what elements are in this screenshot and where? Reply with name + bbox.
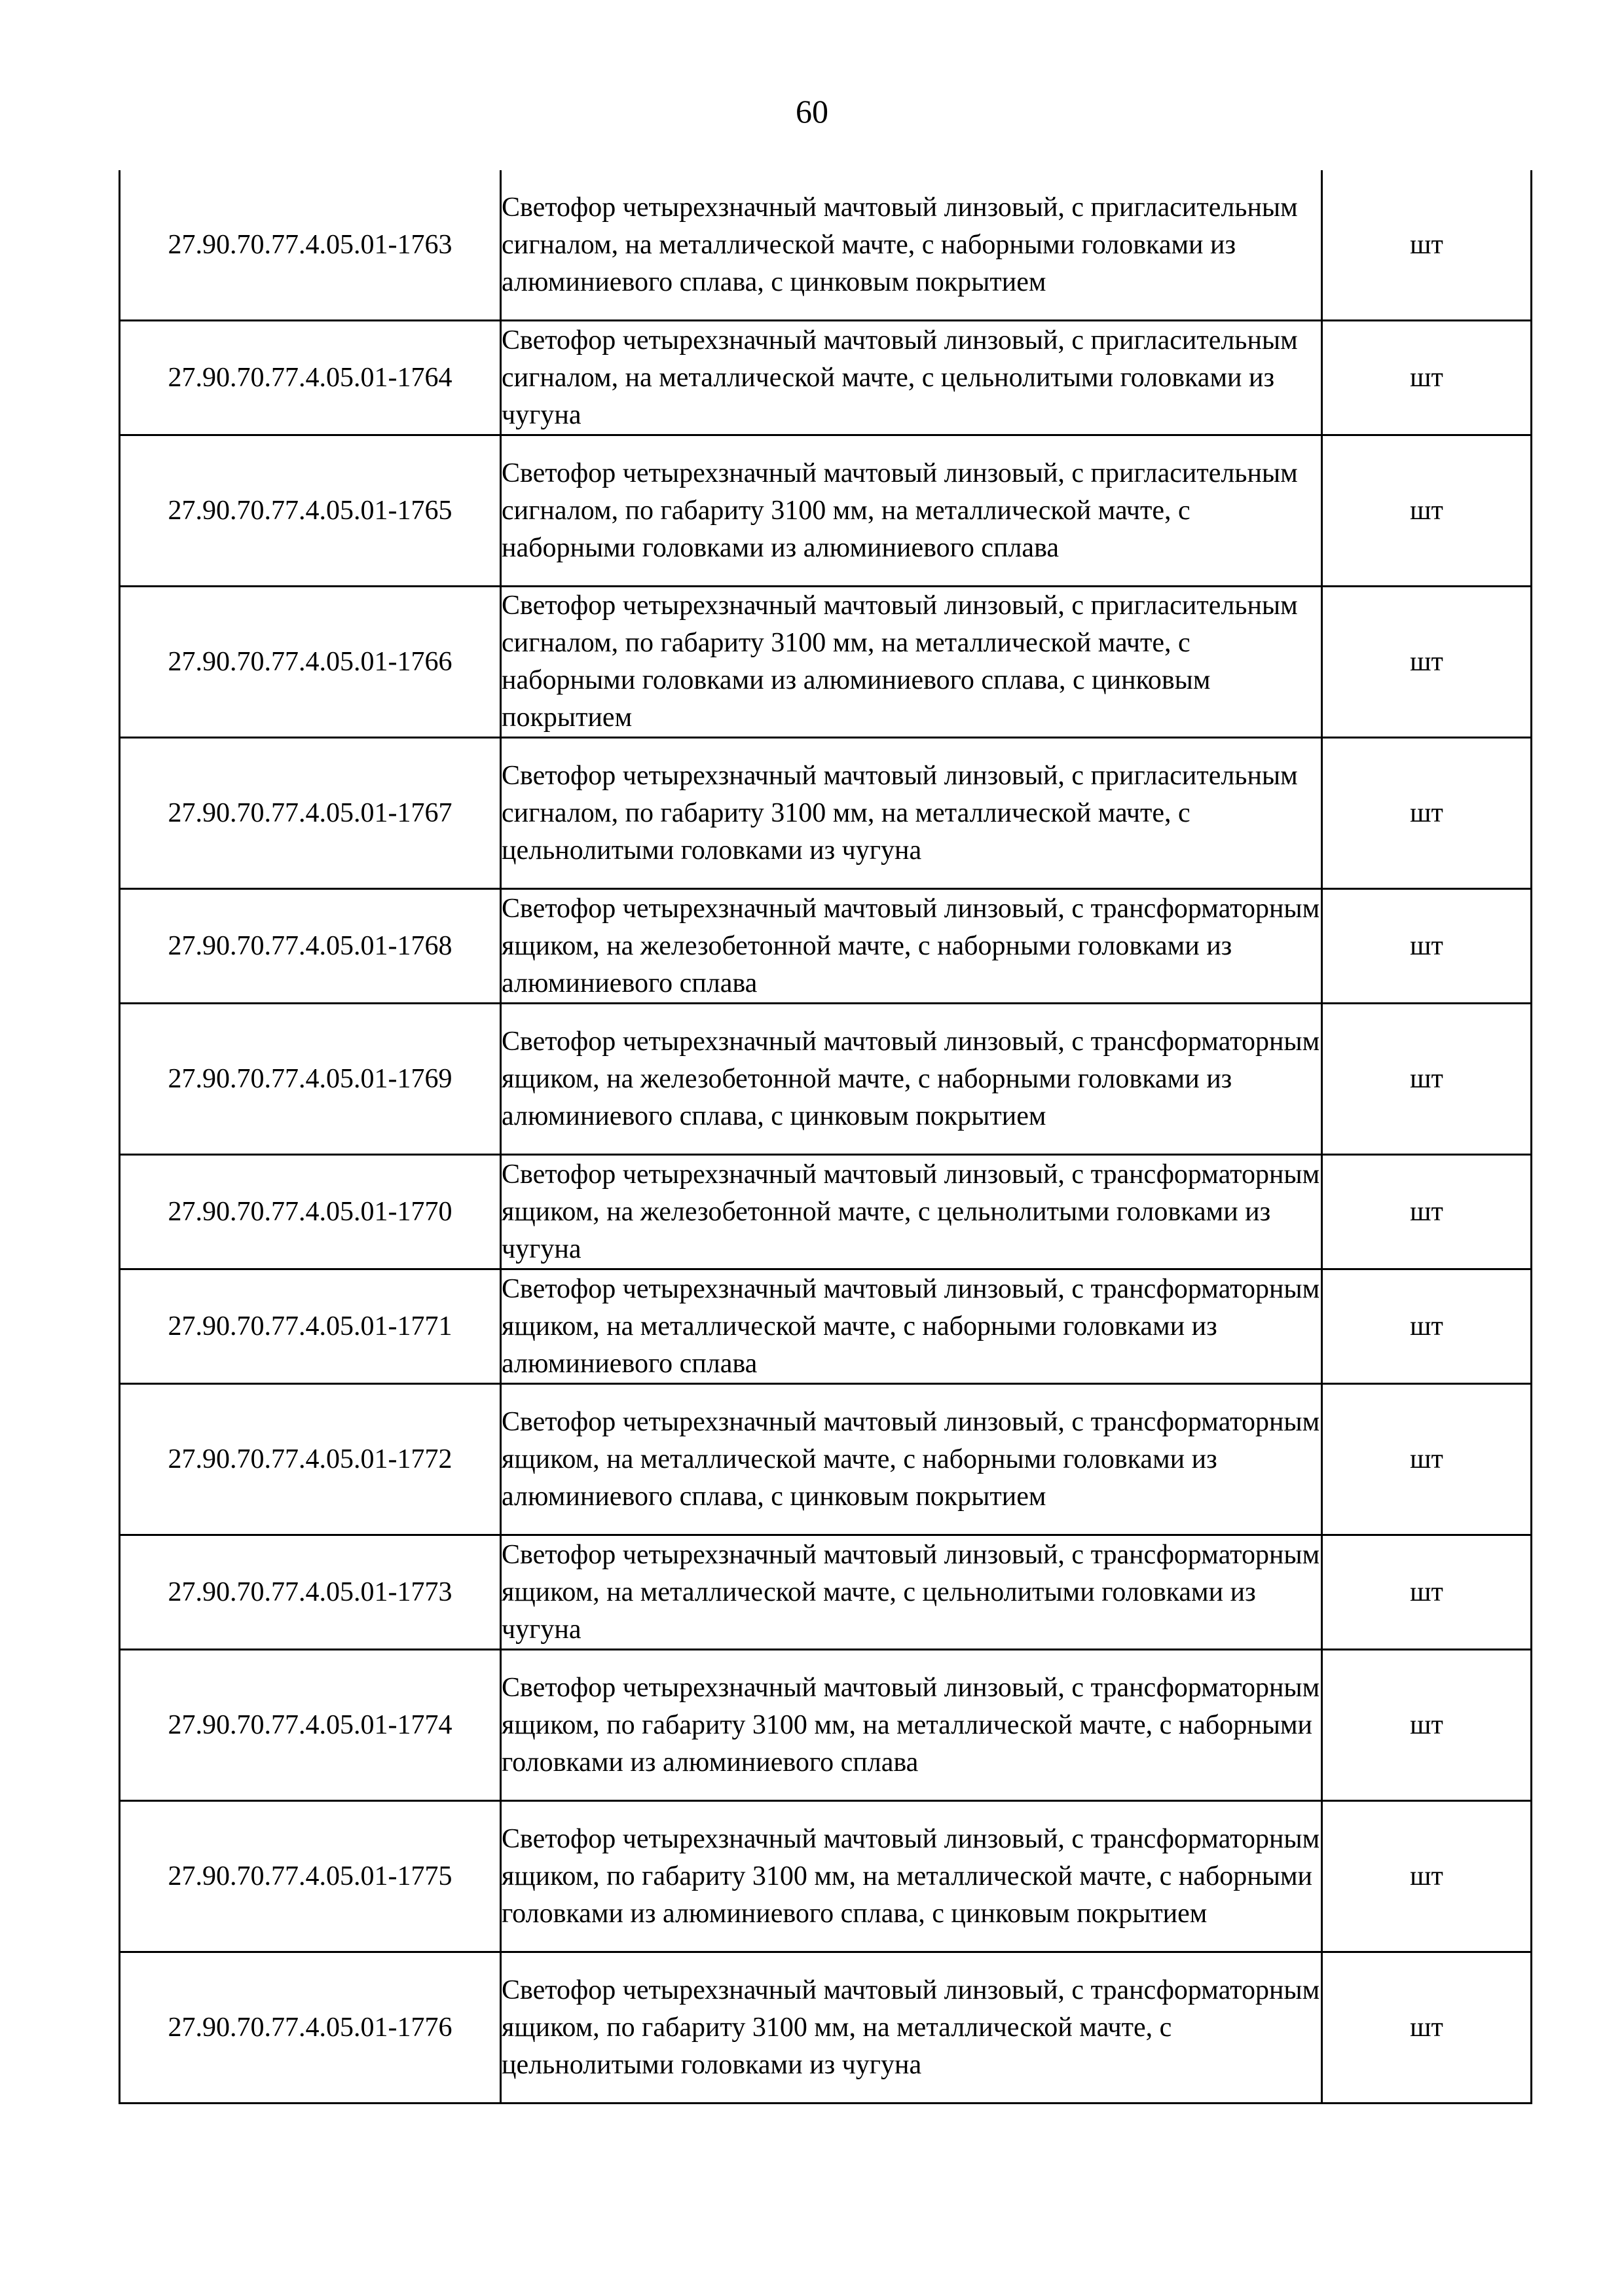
unit-of-measure: шт [1322, 1004, 1532, 1155]
unit-of-measure: шт [1322, 1269, 1532, 1384]
resource-description: Светофор четырехзначный мачтовый линзовый, с трансформаторным ящиком, на металлической мачте, с наборными головками из алюминиевого сплава, с цинковым покрытием [501, 1384, 1322, 1535]
table-row [120, 1004, 1532, 1155]
unit-of-measure: шт [1322, 889, 1532, 1004]
unit-of-measure: шт [1322, 435, 1532, 587]
resource-code: 27.90.70.77.4.05.01-1766 [120, 587, 501, 738]
table-row [120, 1155, 1532, 1269]
table-row [120, 889, 1532, 1004]
resource-code: 27.90.70.77.4.05.01-1764 [120, 321, 501, 435]
resource-code: 27.90.70.77.4.05.01-1768 [120, 889, 501, 1004]
table-row [120, 1952, 1532, 2104]
table-row [120, 435, 1532, 587]
unit-of-measure: шт [1322, 587, 1532, 738]
unit-of-measure: шт [1322, 1384, 1532, 1535]
table-row [120, 1650, 1532, 1801]
unit-of-measure: шт [1322, 1155, 1532, 1269]
resource-description: Светофор четырехзначный мачтовый линзовый, с трансформаторным ящиком, на железобетонной мачте, с наборными головками из алюминиевого сплава [501, 889, 1322, 1004]
page-number: 60 [796, 93, 828, 130]
resource-description: Светофор четырехзначный мачтовый линзовый, с пригласительным сигналом, по габариту 3100 мм, на металлической мачте, с наборными головками из алюминиевого сплава [501, 435, 1322, 587]
resource-description: Светофор четырехзначный мачтовый линзовый, с пригласительным сигналом, по габариту 3100 мм, на металлической мачте, с наборными головками из алюминиевого сплава, с цинковым покрытием [501, 587, 1322, 738]
unit-of-measure: шт [1322, 321, 1532, 435]
unit-of-measure: шт [1322, 170, 1532, 321]
resource-code: 27.90.70.77.4.05.01-1765 [120, 435, 501, 587]
resource-code: 27.90.70.77.4.05.01-1772 [120, 1384, 501, 1535]
resource-description: Светофор четырехзначный мачтовый линзовый, с пригласительным сигналом, на металлической мачте, с наборными головками из алюминиевого сплава, с цинковым покрытием [501, 170, 1322, 321]
resource-code: 27.90.70.77.4.05.01-1771 [120, 1269, 501, 1384]
resource-code: 27.90.70.77.4.05.01-1763 [120, 170, 501, 321]
resource-code: 27.90.70.77.4.05.01-1767 [120, 738, 501, 889]
table-row [120, 1384, 1532, 1535]
resource-description: Светофор четырехзначный мачтовый линзовый, с трансформаторным ящиком, по габариту 3100 мм, на металлической мачте, с наборными головками из алюминиевого сплава [501, 1650, 1322, 1801]
table-row [120, 1535, 1532, 1650]
table-row [120, 738, 1532, 889]
resource-code: 27.90.70.77.4.05.01-1773 [120, 1535, 501, 1650]
unit-of-measure: шт [1322, 738, 1532, 889]
table-row [120, 170, 1532, 321]
unit-of-measure: шт [1322, 1535, 1532, 1650]
resource-code: 27.90.70.77.4.05.01-1776 [120, 1952, 501, 2104]
unit-of-measure: шт [1322, 1650, 1532, 1801]
resource-code: 27.90.70.77.4.05.01-1775 [120, 1801, 501, 1952]
resource-description: Светофор четырехзначный мачтовый линзовый, с пригласительным сигналом, по габариту 3100 мм, на металлической мачте, с цельнолитыми головками из чугуна [501, 738, 1322, 889]
classifier-table [119, 170, 1532, 2104]
resource-description: Светофор четырехзначный мачтовый линзовый, с трансформаторным ящиком, по габариту 3100 мм, на металлической мачте, с цельнолитыми головками из чугуна [501, 1952, 1322, 2104]
table-row [120, 1801, 1532, 1952]
resource-code: 27.90.70.77.4.05.01-1769 [120, 1004, 501, 1155]
resource-description: Светофор четырехзначный мачтовый линзовый, с пригласительным сигналом, на металлической мачте, с цельнолитыми головками из чугуна [501, 321, 1322, 435]
unit-of-measure: шт [1322, 1801, 1532, 1952]
resource-description: Светофор четырехзначный мачтовый линзовый, с трансформаторным ящиком, на металлической мачте, с наборными головками из алюминиевого сплава [501, 1269, 1322, 1384]
table-row [120, 1269, 1532, 1384]
resource-code: 27.90.70.77.4.05.01-1770 [120, 1155, 501, 1269]
table-row [120, 587, 1532, 738]
unit-of-measure: шт [1322, 1952, 1532, 2104]
resource-description: Светофор четырехзначный мачтовый линзовый, с трансформаторным ящиком, на металлической мачте, с цельнолитыми головками из чугуна [501, 1535, 1322, 1650]
table-row [120, 321, 1532, 435]
resource-description: Светофор четырехзначный мачтовый линзовый, с трансформаторным ящиком, на железобетонной мачте, с цельнолитыми головками из чугуна [501, 1155, 1322, 1269]
resource-description: Светофор четырехзначный мачтовый линзовый, с трансформаторным ящиком, на железобетонной мачте, с наборными головками из алюминиевого сплава, с цинковым покрытием [501, 1004, 1322, 1155]
resource-description: Светофор четырехзначный мачтовый линзовый, с трансформаторным ящиком, по габариту 3100 мм, на металлической мачте, с наборными головками из алюминиевого сплава, с цинковым покрытием [501, 1801, 1322, 1952]
resource-code: 27.90.70.77.4.05.01-1774 [120, 1650, 501, 1801]
